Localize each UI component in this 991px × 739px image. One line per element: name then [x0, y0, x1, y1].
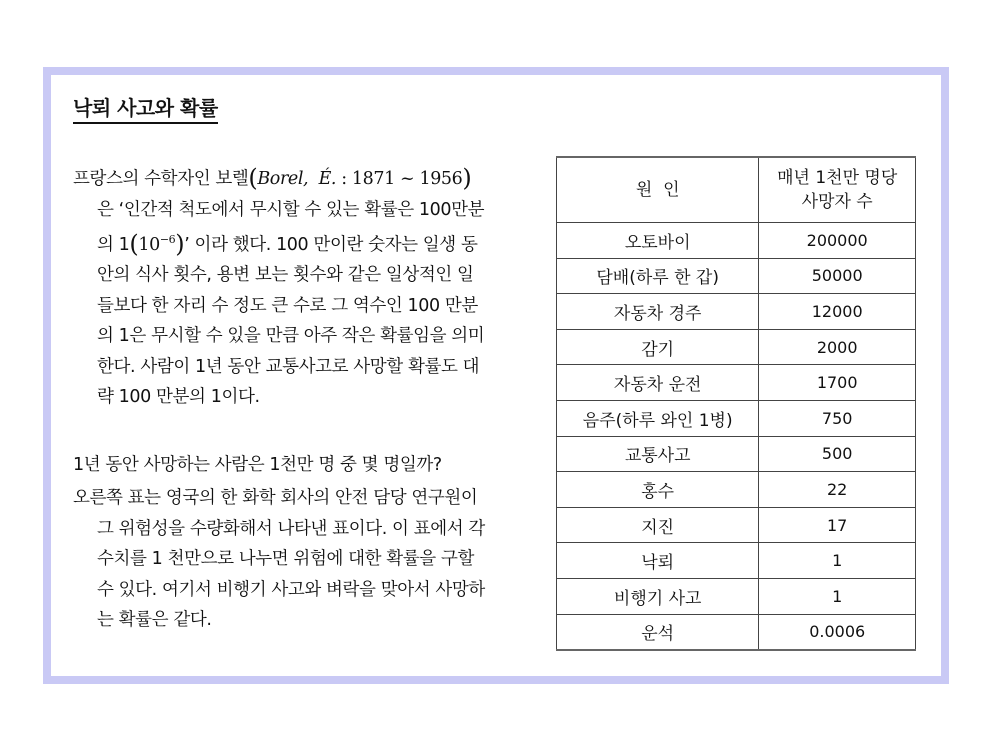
cause-cell: 감기: [557, 329, 759, 365]
explanation-line-2: 그 위험성을 수량화해서 나타낸 표이다. 이 표에서 각: [97, 518, 485, 539]
paren-open: (: [248, 164, 258, 192]
intro-line-7: 한다. 사람이 1년 동안 교통사고로 사망할 확률도 대: [97, 356, 480, 377]
explanation-paragraph: [73, 483, 541, 636]
cause-cell: 자동차 경주: [557, 294, 759, 330]
table-row: [557, 294, 916, 330]
deaths-cell: 200000: [759, 223, 916, 259]
cause-cell: 지진: [557, 507, 759, 543]
intro-line-4: 안의 식사 횟수, 용변 보는 횟수와 같은 일상적인 일: [97, 265, 474, 286]
table-header-row: [557, 157, 916, 223]
content-frame: [43, 67, 949, 684]
borel-years: : 1871 ~ 1956: [336, 169, 463, 189]
explanation-line-1: 오른쪽 표는 영국의 한 화학 회사의 안전 담당 연구원이: [73, 488, 478, 508]
paren-close: ): [462, 164, 472, 192]
deaths-cell: 12000: [759, 294, 916, 330]
cause-cell: 홍수: [557, 472, 759, 508]
header-deaths: [759, 157, 916, 223]
cause-cell: 음주(하루 와인 1병): [557, 400, 759, 436]
table-row: [557, 223, 916, 259]
table-row: [557, 507, 916, 543]
header-deaths-line-1: 매년 1천만 명당: [777, 168, 898, 188]
cause-cell: 교통사고: [557, 436, 759, 472]
cause-cell: 낙뢰: [557, 543, 759, 579]
risk-table: [556, 156, 916, 651]
header-deaths-line-2: 사망자 수: [801, 192, 873, 212]
deaths-cell: 1700: [759, 365, 916, 401]
explanation-line-5: 는 확률은 같다.: [97, 610, 212, 630]
exp-power: −6: [159, 233, 176, 246]
table-row: [557, 436, 916, 472]
borel-initial: É.: [318, 169, 337, 189]
table-row: [557, 614, 916, 650]
exp-paren-open: (: [129, 229, 139, 258]
borel-name: Borel,: [257, 169, 309, 189]
cause-cell: 오토바이: [557, 223, 759, 259]
intro-line-6: 의 1은 무시할 수 있을 만큼 아주 작은 확률임을 의미: [97, 326, 485, 347]
cause-cell: 운석: [557, 614, 759, 650]
table-row: [557, 365, 916, 401]
cause-cell: 자동차 운전: [557, 365, 759, 401]
page-title: 낙뢰 사고와 확률: [73, 92, 218, 124]
question-text: 1년 동안 사망하는 사람은 1천만 명 중 몇 명일까?: [73, 455, 442, 475]
intro-paragraph: [73, 163, 541, 413]
explanation-line-4: 수 있다. 여기서 비행기 사고와 벼락을 맞아서 사망하: [97, 579, 485, 600]
deaths-cell: 0.0006: [759, 614, 916, 650]
table-row: [557, 258, 916, 294]
table-row: [557, 329, 916, 365]
deaths-cell: 17: [759, 507, 916, 543]
intro-line-2: 은 ‘인간적 척도에서 무시할 수 있는 확률은 100만분: [97, 199, 485, 220]
intro-line-3-pre: 의 1: [97, 234, 130, 255]
deaths-cell: 1: [759, 543, 916, 579]
table-row: [557, 472, 916, 508]
deaths-cell: 750: [759, 400, 916, 436]
intro-line-8: 략 100 만분의 1이다.: [97, 387, 260, 408]
deaths-cell: 500: [759, 436, 916, 472]
deaths-cell: 2000: [759, 329, 916, 365]
intro-line-1-text: 프랑스의 수학자인 보렐: [73, 169, 249, 189]
cause-cell: 담배(하루 한 갑): [557, 258, 759, 294]
table-row: [557, 400, 916, 436]
table-row: [557, 543, 916, 579]
deaths-cell: 1: [759, 578, 916, 614]
exp-paren-close: ): [175, 229, 185, 258]
table-row: [557, 578, 916, 614]
deaths-cell: 22: [759, 472, 916, 508]
exp-base: 10: [138, 234, 160, 255]
intro-line-3: [73, 225, 541, 260]
intro-line-1: [73, 163, 541, 195]
header-cause: 원 인: [557, 157, 759, 223]
explanation-line-3: 수치를 1 천만으로 나누면 위험에 대한 확률을 구할: [97, 549, 474, 569]
cause-cell: 비행기 사고: [557, 578, 759, 614]
deaths-cell: 50000: [759, 258, 916, 294]
intro-line-3-post: ’ 이라 했다. 100 만이란 숫자는 일생 동: [184, 234, 478, 255]
intro-line-5: 들보다 한 자리 수 정도 큰 수로 그 역수인 100 만분: [97, 295, 478, 316]
